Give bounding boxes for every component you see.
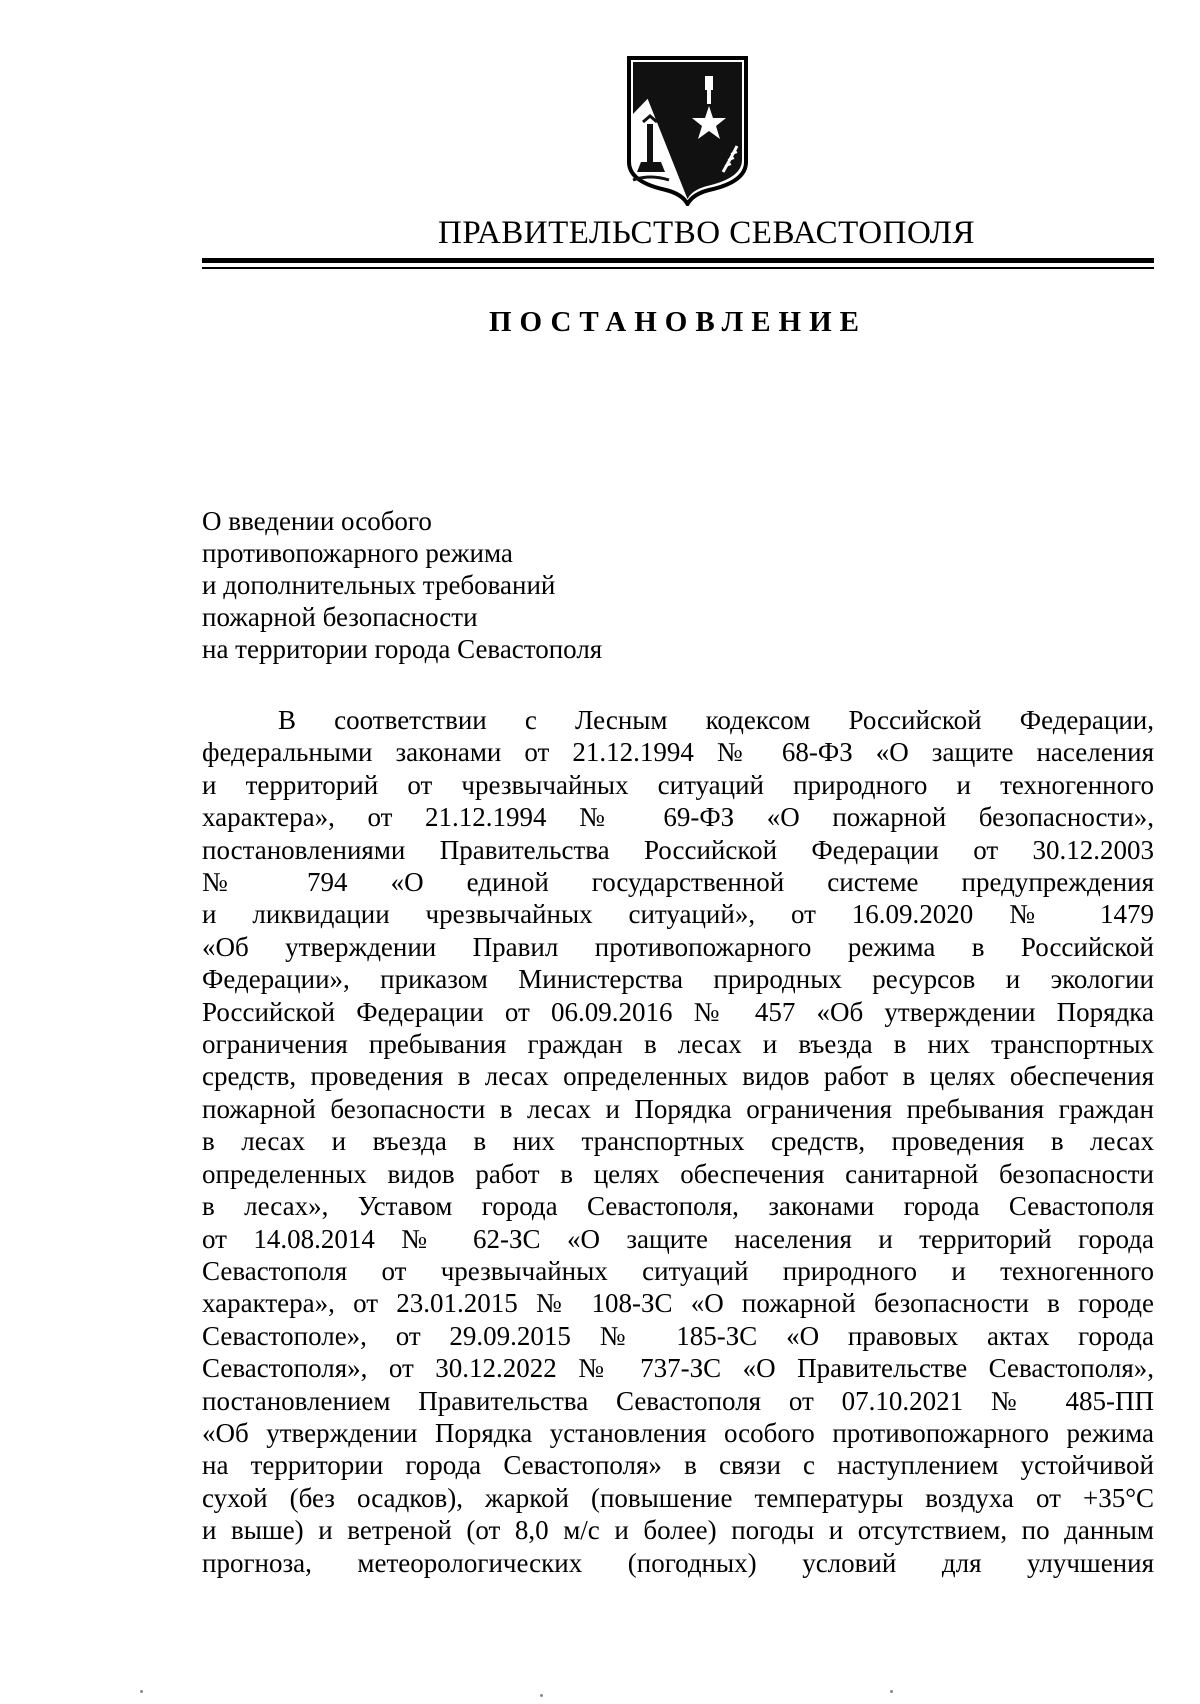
body-line: Севастополе», от 29.09.2015 № 185-ЗС «О правовых актах города xyxy=(202,1320,1154,1351)
body-line: сухой (без осадков), жаркой (повышение температуры воздуха от +35°С xyxy=(202,1482,1154,1513)
organization-name: ПРАВИТЕЛЬСТВО СЕВАСТОПОЛЯ xyxy=(438,215,976,251)
scan-artifact xyxy=(140,1690,143,1693)
subject-line: и дополнительных требований xyxy=(202,570,556,600)
body-line: федеральными законами от 21.12.1994 № 68-ФЗ «О защите населения xyxy=(202,737,1154,768)
subject-line: противопожарного режима xyxy=(202,538,513,568)
body-line: от 14.08.2014 № 62-ЗС «О защите населения и территорий города xyxy=(202,1223,1154,1254)
body-line: ограничения пребывания граждан в лесах и въезда в них транспортных xyxy=(202,1029,1154,1060)
coat-of-arms-icon xyxy=(625,54,750,206)
header-rule-thin xyxy=(202,267,1154,269)
body-line: В соответствии с Лесным кодексом Российской Федерации, xyxy=(278,705,1154,735)
document-subject xyxy=(202,505,602,665)
scan-artifact xyxy=(540,1694,543,1697)
body-line: постановлением Правительства Севастополя от 07.10.2021 № 485-ПП xyxy=(202,1385,1154,1416)
body-line: «Об утверждении Порядка установления особого противопожарного режима xyxy=(202,1417,1154,1448)
body-line: в лесах и въезда в них транспортных средств, проведения в лесах xyxy=(202,1126,1154,1157)
body-line: № 794 «О единой государственной системе предупреждения xyxy=(202,867,1154,898)
body-line: Севастополя от чрезвычайных ситуаций природного и техногенного xyxy=(202,1255,1154,1286)
body-line: на территории города Севастополя» в связи с наступлением устойчивой xyxy=(202,1450,1154,1481)
body-line: и территорий от чрезвычайных ситуаций природного и техногенного xyxy=(202,769,1154,800)
subject-line: О введении особого xyxy=(202,506,432,536)
body-line: прогноза, метеорологических (погодных) условий для улучшения xyxy=(202,1547,1154,1578)
body-line: характера», от 23.01.2015 № 108-ЗС «О пожарной безопасности в городе xyxy=(202,1288,1154,1319)
body-line: Федерации», приказом Министерства природных ресурсов и экологии xyxy=(202,964,1154,995)
body-line: характера», от 21.12.1994 № 69-ФЗ «О пожарной безопасности», xyxy=(202,802,1154,833)
document-type-title: ПОСТАНОВЛЕНИЕ xyxy=(488,306,867,338)
subject-line: на территории города Севастополя xyxy=(202,634,603,664)
body-line: Российской Федерации от 06.09.2016 № 457 «Об утверждении Порядка xyxy=(202,996,1154,1027)
body-line: «Об утверждении Правил противопожарного режима в Российской xyxy=(202,931,1154,962)
document-body xyxy=(202,704,1154,1579)
body-line: в лесах», Уставом города Севастополя, законами города Севастополя xyxy=(202,1191,1154,1222)
body-line: постановлениями Правительства Российской Федерации от 30.12.2003 xyxy=(202,834,1154,865)
header-rule-thick xyxy=(202,258,1154,263)
body-line: и ликвидации чрезвычайных ситуаций», от 16.09.2020 № 1479 xyxy=(202,899,1154,930)
body-line: и выше) и ветреной (от 8,0 м/с и более) погоды и отсутствием, по данным xyxy=(202,1515,1154,1546)
body-line: пожарной безопасности в лесах и Порядка ограничения пребывания граждан xyxy=(202,1093,1154,1124)
body-line: средств, проведения в лесах определенных видов работ в целях обеспечения xyxy=(202,1061,1154,1092)
body-line: Севастополя», от 30.12.2022 № 737-ЗС «О Правительстве Севастополя», xyxy=(202,1353,1154,1384)
subject-line: пожарной безопасности xyxy=(202,602,478,632)
scan-artifact xyxy=(890,1690,893,1693)
body-line: определенных видов работ в целях обеспечения санитарной безопасности xyxy=(202,1158,1154,1189)
